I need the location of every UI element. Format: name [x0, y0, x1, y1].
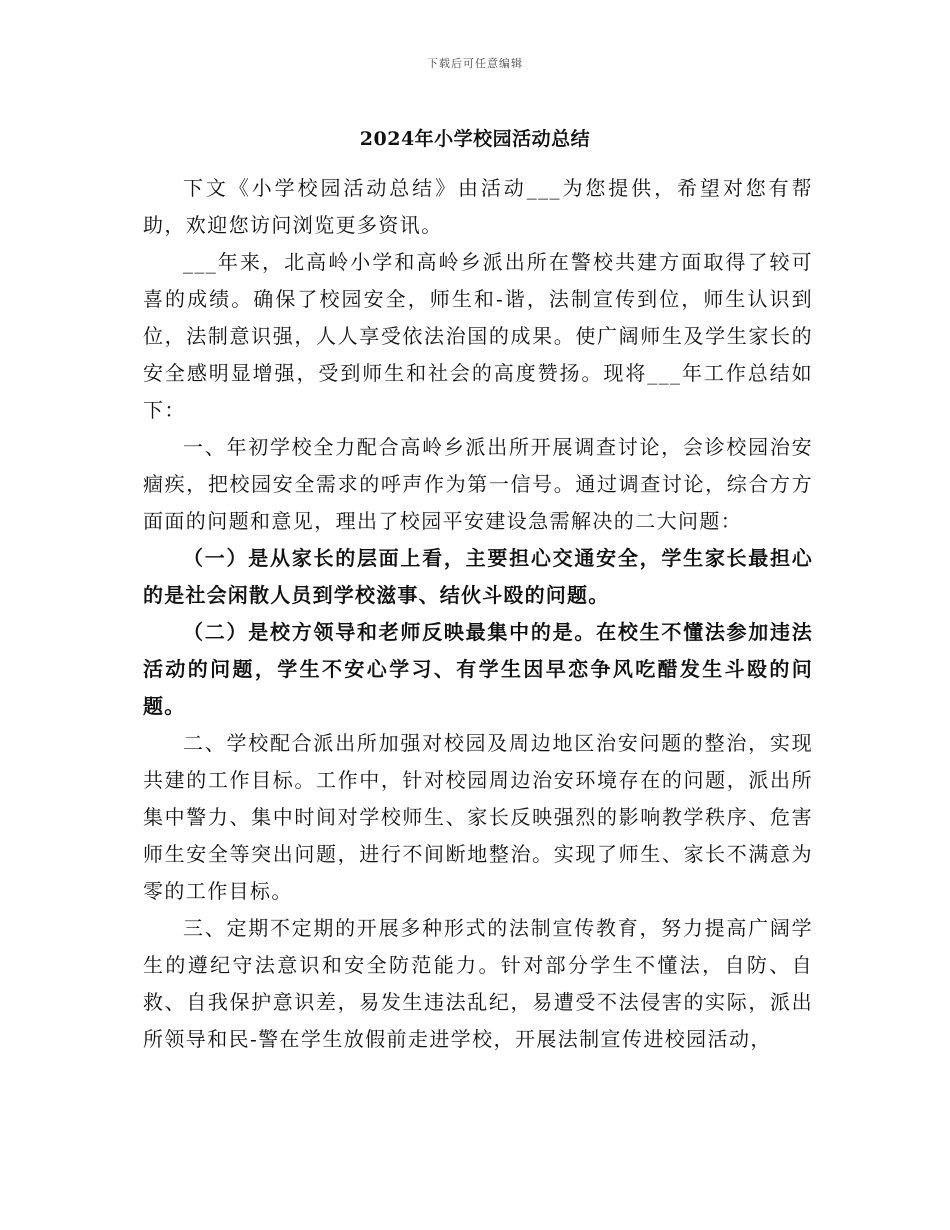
header-note: 下载后可任意编辑 [427, 57, 523, 70]
paragraph-issue-two: （二）是校方领导和老师反映最集中的是。在校生不懂法参加违法活动的问题，学生不安心学习、有学生因早恋争风吃醋发生斗殴的问题。 [143, 620, 813, 718]
document-title: 2024年小学校园活动总结 [359, 128, 591, 150]
paragraph-intro: 下文《小学校园活动总结》由活动___为您提供，希望对您有帮助，欢迎您访问浏览更多资讯。 [143, 176, 813, 237]
paragraph-section-two: 二、学校配合派出所加强对校园及周边地区治安问题的整治，实现共建的工作目标。工作中，针对校园周边治安环境存在的问题，派出所集中警力、集中时间对学校师生、家长反映强烈的影响教学秩序、危害师生安全等突出问题，进行不间断地整治。实现了师生、家长不满意为零的工作目标。 [143, 731, 813, 903]
paragraph-section-three: 三、定期不定期的开展多种形式的法制宣传教育，努力提高广阔学生的遵纪守法意识和安全防范能力。针对部分学生不懂法，自防、自救、自我保护意识差，易发生违法乱纪，易遭受不法侵害的实际，派出所领导和民-警在学生放假前走进学校，开展法制宣传进校园活动， [143, 916, 813, 1051]
paragraph-section-one: 一、年初学校全力配合高岭乡派出所开展调查讨论，会诊校园治安痼疾，把校园安全需求的呼声作为第一信号。通过调查讨论，综合方方面面的问题和意见，理出了校园平安建设急需解决的二大问题： [143, 435, 813, 533]
document-body [143, 170, 813, 1058]
paragraph-issue-one: （一）是从家长的层面上看，主要担心交通安全，学生家长最担心的是社会闲散人员到学校滋事、结伙斗殴的问题。 [143, 546, 813, 607]
paragraph-summary: ___年来，北高岭小学和高岭乡派出所在警校共建方面取得了较可喜的成绩。确保了校园安全，师生和-谐，法制宣传到位，师生认识到位，法制意识强，人人享受依法治国的成果。使广阔师生及学生家长的安全感明显增强，受到师生和社会的高度赞扬。现将___年工作总结如下： [143, 250, 813, 422]
